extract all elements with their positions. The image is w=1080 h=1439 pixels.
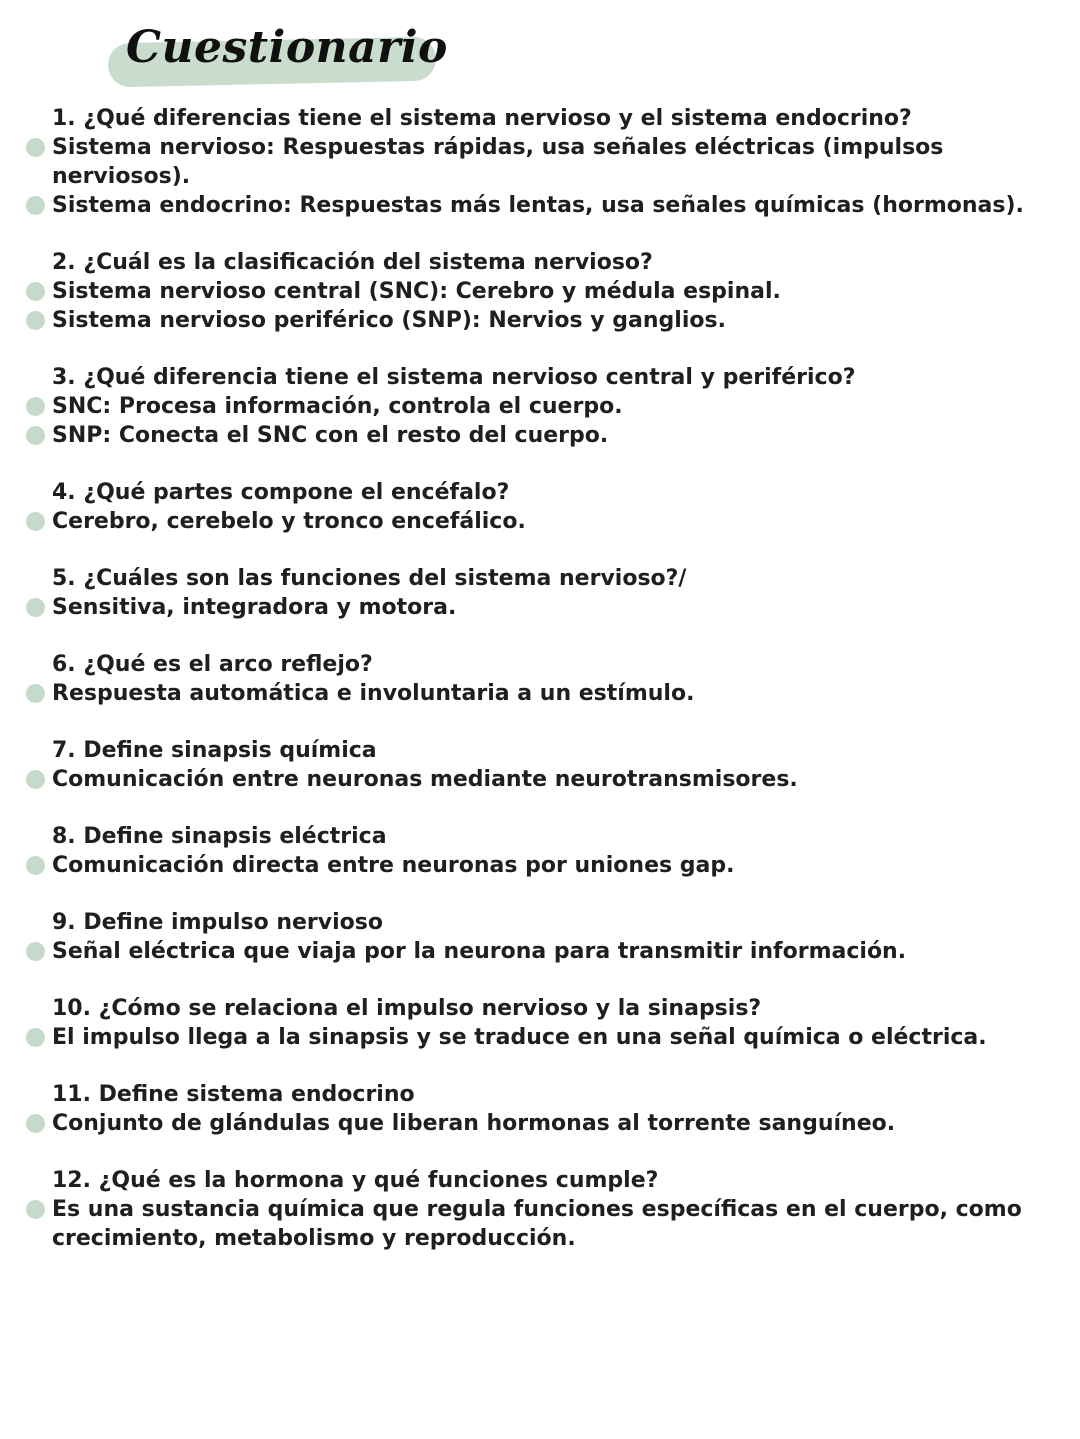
qa-item-3 [0,363,1080,450]
answer-text: Cerebro, cerebelo y tronco encefálico. [52,509,526,534]
answer-11-1 [52,1109,1052,1138]
qa-item-1 [0,104,1080,220]
bullet-icon [26,138,45,157]
answer-text: Sistema endocrino: Respuestas más lentas, usa señales químicas (hormonas). [52,193,1024,218]
answer-text: Respuesta automática e involuntaria a un estímulo. [52,681,695,706]
bullet-icon [26,1114,45,1133]
question-2: 2. ¿Cuál es la clasificación del sistema nervioso? [52,250,653,275]
answer-3-2 [52,421,1052,450]
answer-text: El impulso llega a la sinapsis y se traduce en una señal química o eléctrica. [52,1025,987,1050]
bullet-icon [26,942,45,961]
bullet-icon [26,196,45,215]
qa-item-9 [0,908,1080,966]
bullet-icon [26,311,45,330]
qa-item-8 [0,822,1080,880]
qa-item-10 [0,994,1080,1052]
qa-item-6 [0,650,1080,708]
title-area [100,18,450,88]
question-4: 4. ¿Qué partes compone el encéfalo? [52,480,510,505]
bullet-icon [26,684,45,703]
answer-6-1 [52,679,1052,708]
answer-1-2 [52,191,1052,220]
qa-item-2 [0,248,1080,335]
answer-text: Conjunto de glándulas que liberan hormonas al torrente sanguíneo. [52,1111,896,1136]
answer-text: Sistema nervioso: Respuestas rápidas, usa señales eléctricas (impulsos nerviosos). [52,135,944,189]
answer-1-1 [52,133,1052,191]
bullet-icon [26,397,45,416]
bullet-icon [26,856,45,875]
question-6: 6. ¿Qué es el arco reflejo? [52,652,373,677]
question-9: 9. Define impulso nervioso [52,910,383,935]
question-1: 1. ¿Qué diferencias tiene el sistema nervioso y el sistema endocrino? [52,106,912,131]
answer-text: SNP: Conecta el SNC con el resto del cuerpo. [52,423,609,448]
qa-item-11 [0,1080,1080,1138]
question-12: 12. ¿Qué es la hormona y qué funciones cumple? [52,1168,659,1193]
bullet-icon [26,598,45,617]
page-title: Cuestionario [126,22,448,73]
answer-3-1 [52,392,1052,421]
question-5: 5. ¿Cuáles son las funciones del sistema nervioso?/ [52,566,687,591]
question-11: 11. Define sistema endocrino [52,1082,415,1107]
answer-text: SNC: Procesa información, controla el cuerpo. [52,394,623,419]
qa-item-7 [0,736,1080,794]
answer-8-1 [52,851,1052,880]
answer-4-1 [52,507,1052,536]
answer-9-1 [52,937,1052,966]
answer-text: Comunicación directa entre neuronas por uniones gap. [52,853,735,878]
question-8: 8. Define sinapsis eléctrica [52,824,387,849]
bullet-icon [26,1028,45,1047]
answer-10-1 [52,1023,1052,1052]
answer-text: Es una sustancia química que regula funciones específicas en el cuerpo, como crecimiento, metabolismo y reproducción. [52,1197,1022,1251]
answer-5-1 [52,593,1052,622]
answer-2-1 [52,277,1052,306]
bullet-icon [26,1200,45,1219]
question-10: 10. ¿Cómo se relaciona el impulso nervioso y la sinapsis? [52,996,762,1021]
answer-text: Comunicación entre neuronas mediante neurotransmisores. [52,767,798,792]
answer-7-1 [52,765,1052,794]
question-7: 7. Define sinapsis química [52,738,377,763]
answer-text: Sistema nervioso periférico (SNP): Nervios y ganglios. [52,308,726,333]
answer-text: Sistema nervioso central (SNC): Cerebro y médula espinal. [52,279,781,304]
answer-2-2 [52,306,1052,335]
qa-item-4 [0,478,1080,536]
answer-text: Sensitiva, integradora y motora. [52,595,457,620]
question-3: 3. ¿Qué diferencia tiene el sistema nervioso central y periférico? [52,365,856,390]
answer-12-1 [52,1195,1052,1253]
bullet-icon [26,770,45,789]
qa-item-12 [0,1166,1080,1253]
bullet-icon [26,282,45,301]
answer-text: Señal eléctrica que viaja por la neurona para transmitir información. [52,939,907,964]
questionnaire-list [0,104,1080,1281]
bullet-icon [26,512,45,531]
qa-item-5 [0,564,1080,622]
bullet-icon [26,426,45,445]
